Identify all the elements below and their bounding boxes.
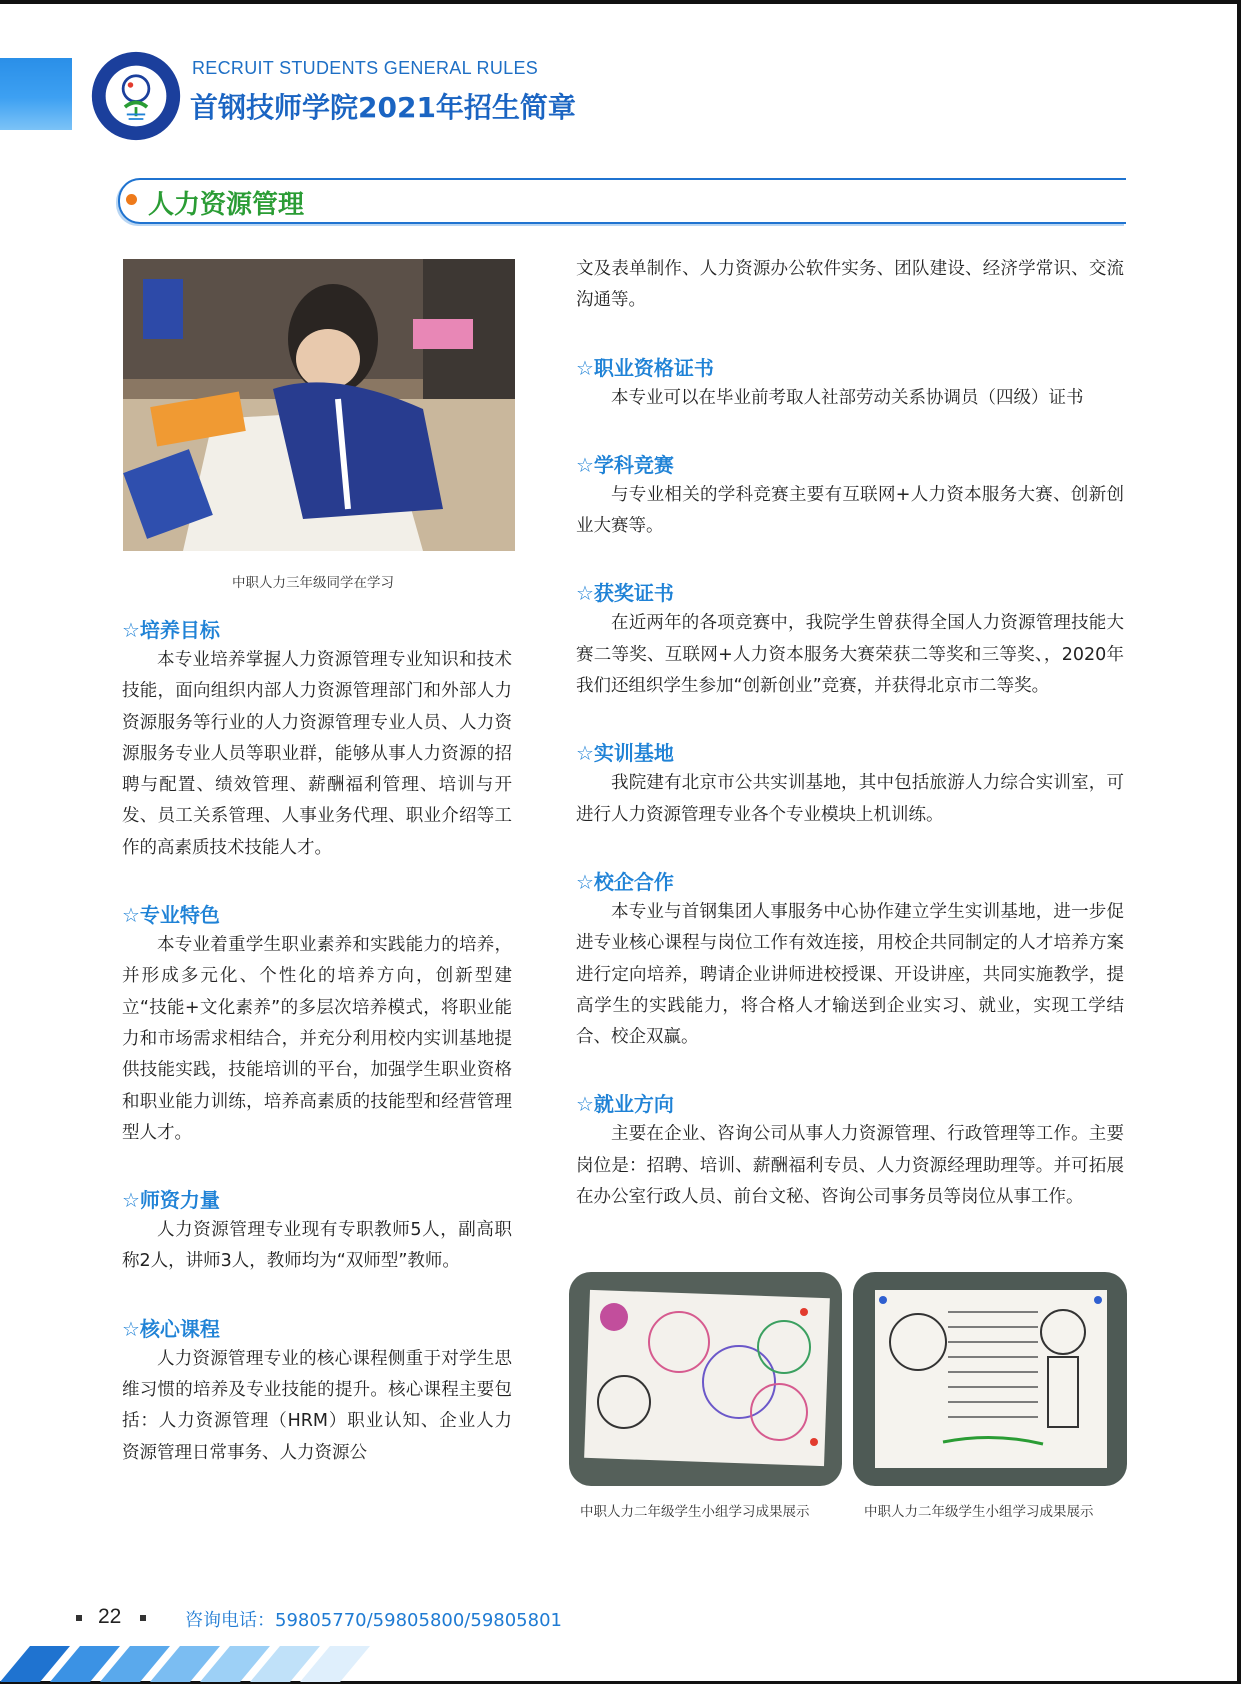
bottom-left-photo-caption: 中职人力二年级学生小组学习成果展示 — [580, 1504, 810, 1520]
core-courses-continuation-text: 文及表单制作、人力资源办公软件实务、团队建设、经济学常识、交流沟通等。 — [576, 259, 1124, 311]
faculty-text: 人力资源管理专业现有专职教师5人，副高职称2人，讲师3人，教师均为“双师型”教师。 — [122, 1220, 512, 1272]
section-features — [122, 901, 512, 1149]
left-column — [122, 616, 512, 1506]
features-heading: ☆专业特色 — [122, 903, 220, 928]
page-number: 22 — [98, 1605, 122, 1628]
header-chinese-title: 首钢技师学院2021年招生简章 — [190, 91, 576, 124]
certificate-heading: ☆职业资格证书 — [576, 355, 714, 380]
section-employment — [576, 1090, 1124, 1213]
cooperation-heading: ☆校企合作 — [576, 869, 674, 894]
section-bullet-icon — [126, 194, 137, 205]
header-english-title: RECRUIT STUDENTS GENERAL RULES — [192, 58, 539, 78]
group-work-poster-photo-1 — [569, 1272, 842, 1486]
employment-heading: ☆就业方向 — [576, 1092, 674, 1117]
footer-dot-left — [76, 1615, 82, 1621]
footer-dot-right — [140, 1615, 146, 1621]
training-base-heading: ☆实训基地 — [576, 741, 674, 766]
section-core-courses — [122, 1315, 512, 1469]
page-frame-right — [1237, 0, 1241, 1684]
section-awards — [576, 579, 1124, 702]
consultation-phone: 咨询电话：59805770/59805800/59805801 — [185, 1610, 562, 1631]
core-courses-heading: ☆核心课程 — [122, 1316, 220, 1341]
section-cooperation — [576, 868, 1124, 1053]
bottom-right-photo-caption: 中职人力二年级学生小组学习成果展示 — [864, 1504, 1094, 1520]
features-text: 本专业着重学生职业素养和实践能力的培养，并形成多元化、个性化的培养方向，创新型建立“技能+文化素养”的多层次培养模式，将职业能力和市场需求相结合，并充分利用校内实训基地提供技能实践，技能培训的平台，加强学生职业资格和职业能力训练，培养高素质的技能型和经营管理型人才。 — [122, 935, 512, 1143]
cooperation-text: 本专业与首钢集团人事服务中心协作建立学生实训基地，进一步促进专业核心课程与岗位工作有效连接，用校企共同制定的人才培养方案进行定向培养，聘请企业讲师进校授课、开设讲座，共同实施教学，提高学生的实践能力，将合格人才输送到企业实习、就业，实现工学结合、校企双赢。 — [576, 901, 1124, 1048]
main-photo-caption: 中职人力三年级同学在学习 — [232, 575, 394, 591]
section-certificate — [576, 354, 1124, 414]
competitions-text: 与专业相关的学科竞赛主要有互联网+人力资本服务大赛、创新创业大赛等。 — [576, 484, 1124, 537]
core-courses-continuation — [576, 254, 1124, 317]
group-work-poster-photo-2 — [853, 1272, 1127, 1486]
competitions-heading: ☆学科竞赛 — [576, 452, 674, 477]
training-goal-heading: ☆培养目标 — [122, 618, 220, 642]
training-base-text: 我院建有北京市公共实训基地，其中包括旅游人力综合实训室，可进行人力资源管理专业各个专业模块上机训练。 — [576, 773, 1124, 825]
awards-heading: ☆获奖证书 — [576, 581, 674, 606]
college-logo — [90, 50, 182, 142]
student-studying-photo — [123, 259, 515, 551]
page-frame-top — [0, 0, 1241, 4]
faculty-heading: ☆师资力量 — [122, 1188, 220, 1213]
section-training-goal — [122, 616, 512, 864]
certificate-text: 本专业可以在毕业前考取人社部劳动关系协调员（四级）证书 — [611, 387, 1084, 408]
employment-text: 主要在企业、咨询公司从事人力资源管理、行政管理等工作。主要岗位是：招聘、培训、薪酬福利专员、人力资源经理助理等。并可拓展在办公室行政人员、前台文秘、咨询公司事务员等岗位从事工作。 — [576, 1124, 1124, 1208]
section-competitions — [576, 451, 1124, 543]
header-corner-block — [0, 58, 72, 130]
core-courses-text: 人力资源管理专业的核心课程侧重于对学生思维习惯的培养及专业技能的提升。核心课程主要包括：人力资源管理（HRM）职业认知、企业人力资源管理日常事务、人力资源公 — [122, 1348, 512, 1463]
right-column — [576, 254, 1124, 1250]
section-training-base — [576, 739, 1124, 831]
footer-stripes-decoration — [0, 1646, 380, 1682]
awards-text: 在近两年的各项竞赛中，我院学生曾获得全国人力资源管理技能大赛二等奖、互联网+人力资本服务大赛荣获二等奖和三等奖、，2020年我们还组织学生参加“创新创业”竞赛，并获得北京市二等奖。 — [576, 613, 1124, 697]
training-goal-text: 本专业培养掌握人力资源管理专业知识和技术技能，面向组织内部人力资源管理部门和外部人力资源服务等行业的人力资源管理专业人员、人力资源服务专业人员等职业群，能够从事人力资源的招聘与配置、绩效管理、薪酬福利管理、培训与开发、员工关系管理、人事业务代理、职业介绍等工作的高素质技术技能人才。 — [122, 650, 512, 858]
section-title: 人力资源管理 — [148, 190, 305, 220]
section-faculty — [122, 1186, 512, 1278]
